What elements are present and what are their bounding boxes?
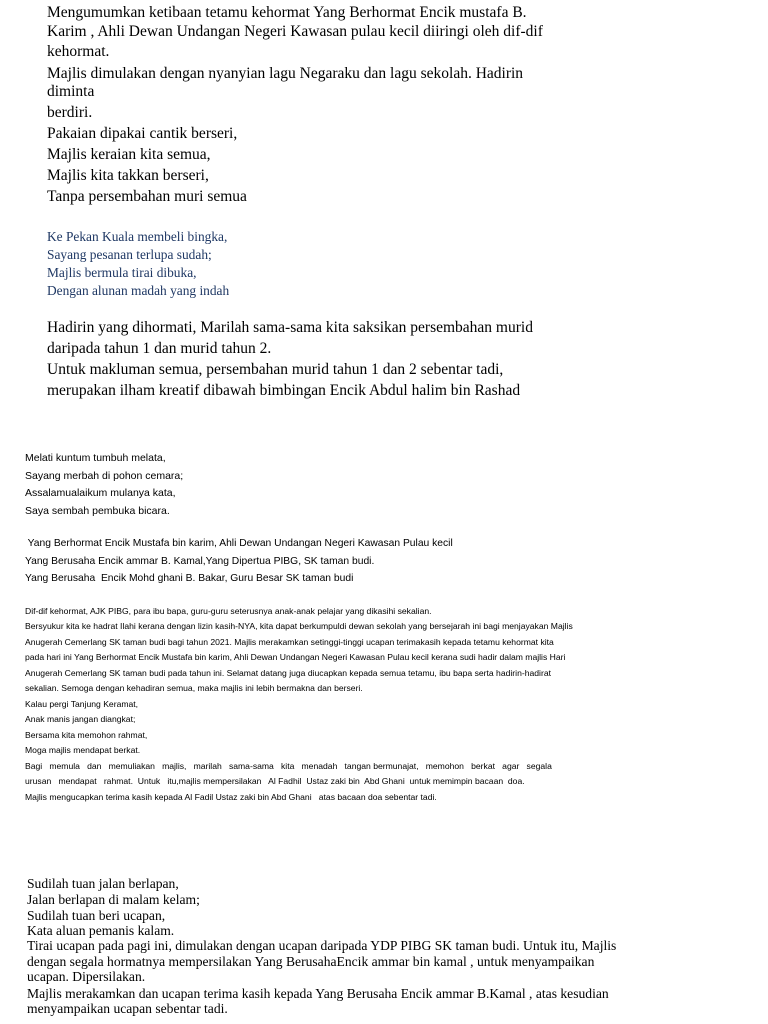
pantun-blue-line: Sayang pesanan terlupa sudah; <box>47 247 212 262</box>
pantun-line: Majlis keraian kita semua, <box>47 146 211 163</box>
closing-pantun-line: Jalan berlapan di malam kelam; <box>27 892 200 907</box>
speech-pantun-line: Anak manis jangan diangkat; <box>25 714 136 724</box>
announcement-line: kehormat. <box>47 43 110 60</box>
speech-line: urusan mendapat rahmat. Untuk itu,majlis mempersilakan Al Fadhil Ustaz zaki bin Abd Ghani untuk memimpin bacaan doa. <box>25 776 525 786</box>
closing-line: dengan segala hormatnya mempersilakan Yang BerusahaEncik ammar bin kamal , untuk menyampaikan <box>27 954 595 969</box>
announcement-line: berdiri. <box>47 104 93 121</box>
performance-line: Hadirin yang dihormati, Marilah sama-sama kita saksikan persembahan murid <box>47 319 533 336</box>
pantun-blue-line: Majlis bermula tirai dibuka, <box>47 265 197 280</box>
announcement-line: Majlis dimulakan dengan nyanyian lagu Negaraku dan lagu sekolah. Hadirin <box>47 65 524 82</box>
performance-line: daripada tahun 1 dan murid tahun 2. <box>47 340 272 357</box>
speech-line: Anugerah Cemerlang SK taman budi pada tahun ini. Selamat datang juga diucapkan kepada semua tetamu, ibu bapa serta hadirin-hadirat <box>25 668 551 678</box>
pantun-opening-line: Assalamualaikum mulanya kata, <box>25 487 176 499</box>
closing-line: menyampaikan ucapan sebentar tadi. <box>27 1001 228 1016</box>
closing-line: ucapan. Dipersilakan. <box>27 969 146 984</box>
pantun-line: Tanpa persembahan muri semua <box>47 188 247 205</box>
speech-pantun-line: Bersama kita memohon rahmat, <box>25 730 148 740</box>
speech-pantun-line: Moga majlis mendapat berkat. <box>25 745 141 755</box>
pantun-blue-line: Ke Pekan Kuala membeli bingka, <box>47 229 228 244</box>
pantun-opening-line: Melati kuntum tumbuh melata, <box>25 452 166 464</box>
closing-pantun-line: Sudilah tuan jalan berlapan, <box>27 876 179 891</box>
closing-pantun-line: Kata aluan pemanis kalam. <box>27 923 175 938</box>
speech-line: sekalian. Semoga dengan kehadiran semua, maka majlis ini lebih bermakna dan berseri. <box>25 683 363 693</box>
pantun-opening-line: Sayang merbah di pohon cemara; <box>25 470 184 482</box>
performance-line: Untuk makluman semua, persembahan murid tahun 1 dan 2 sebentar tadi, <box>47 361 504 378</box>
speech-line: pada hari ini Yang Berhormat Encik Mustafa bin karim, Ahli Dewan Undangan Negeri Kawasan Pulau kecil kerana sudi hadir dalam majlis Hari <box>25 652 566 662</box>
salutation-line: Yang Berusaha Encik Mohd ghani B. Bakar, Guru Besar SK taman budi <box>25 573 354 584</box>
speech-line: Bersyukur kita ke hadrat Ilahi kerana dengan lizin kasih-NYA, kita dapat berkumpuldi dewan sekolah yang bersejarah ini bagi menjayakan Majlis <box>25 621 573 631</box>
pantun-blue-line: Dengan alunan madah yang indah <box>47 283 230 298</box>
speech-line: Bagi memula dan memuliakan majlis, marilah sama-sama kita menadah tangan bermunajat, memohon berkat agar segala <box>25 761 552 771</box>
pantun-line: Pakaian dipakai cantik berseri, <box>47 125 238 142</box>
speech-pantun-line: Kalau pergi Tanjung Keramat, <box>25 699 139 709</box>
speech-line: Dif-dif kehormat, AJK PIBG, para ibu bapa, guru-guru seterusnya anak-anak pelajar yang dikasihi sekalian. <box>25 606 432 616</box>
closing-line: Tirai ucapan pada pagi ini, dimulakan dengan ucapan daripada YDP PIBG SK taman budi. Untuk itu, Majlis <box>27 938 617 953</box>
closing-pantun-line: Sudilah tuan beri ucapan, <box>27 908 166 923</box>
salutation-line: Yang Berusaha Encik ammar B. Kamal,Yang Dipertua PIBG, SK taman budi. <box>25 556 375 567</box>
pantun-opening-line: Saya sembah pembuka bicara. <box>25 505 170 517</box>
pantun-line: Majlis kita takkan berseri, <box>47 167 209 184</box>
announcement-line: Mengumumkan ketibaan tetamu kehormat Yang Berhormat Encik mustafa B. <box>47 4 527 21</box>
announcement-line: Karim , Ahli Dewan Undangan Negeri Kawasan pulau kecil diiringi oleh dif-dif <box>47 23 543 40</box>
closing-line: Majlis merakamkan dan ucapan terima kasih kepada Yang Berusaha Encik ammar B.Kamal , atas kesudian <box>27 986 609 1001</box>
speech-line: Anugerah Cemerlang SK taman budi bagi tahun 2021. Majlis merakamkan setinggi-tinggi ucapan terimakasih kepada tetamu kehormat kita <box>25 637 554 647</box>
speech-line: Majlis mengucapkan terima kasih kepada Al Fadil Ustaz zaki bin Abd Ghani atas bacaan doa sebentar tadi. <box>25 792 437 802</box>
announcement-line: diminta <box>47 83 95 100</box>
salutation-line: Yang Berhormat Encik Mustafa bin karim, Ahli Dewan Undangan Negeri Kawasan Pulau kecil <box>25 538 453 549</box>
performance-line: merupakan ilham kreatif dibawah bimbingan Encik Abdul halim bin Rashad <box>47 382 521 399</box>
